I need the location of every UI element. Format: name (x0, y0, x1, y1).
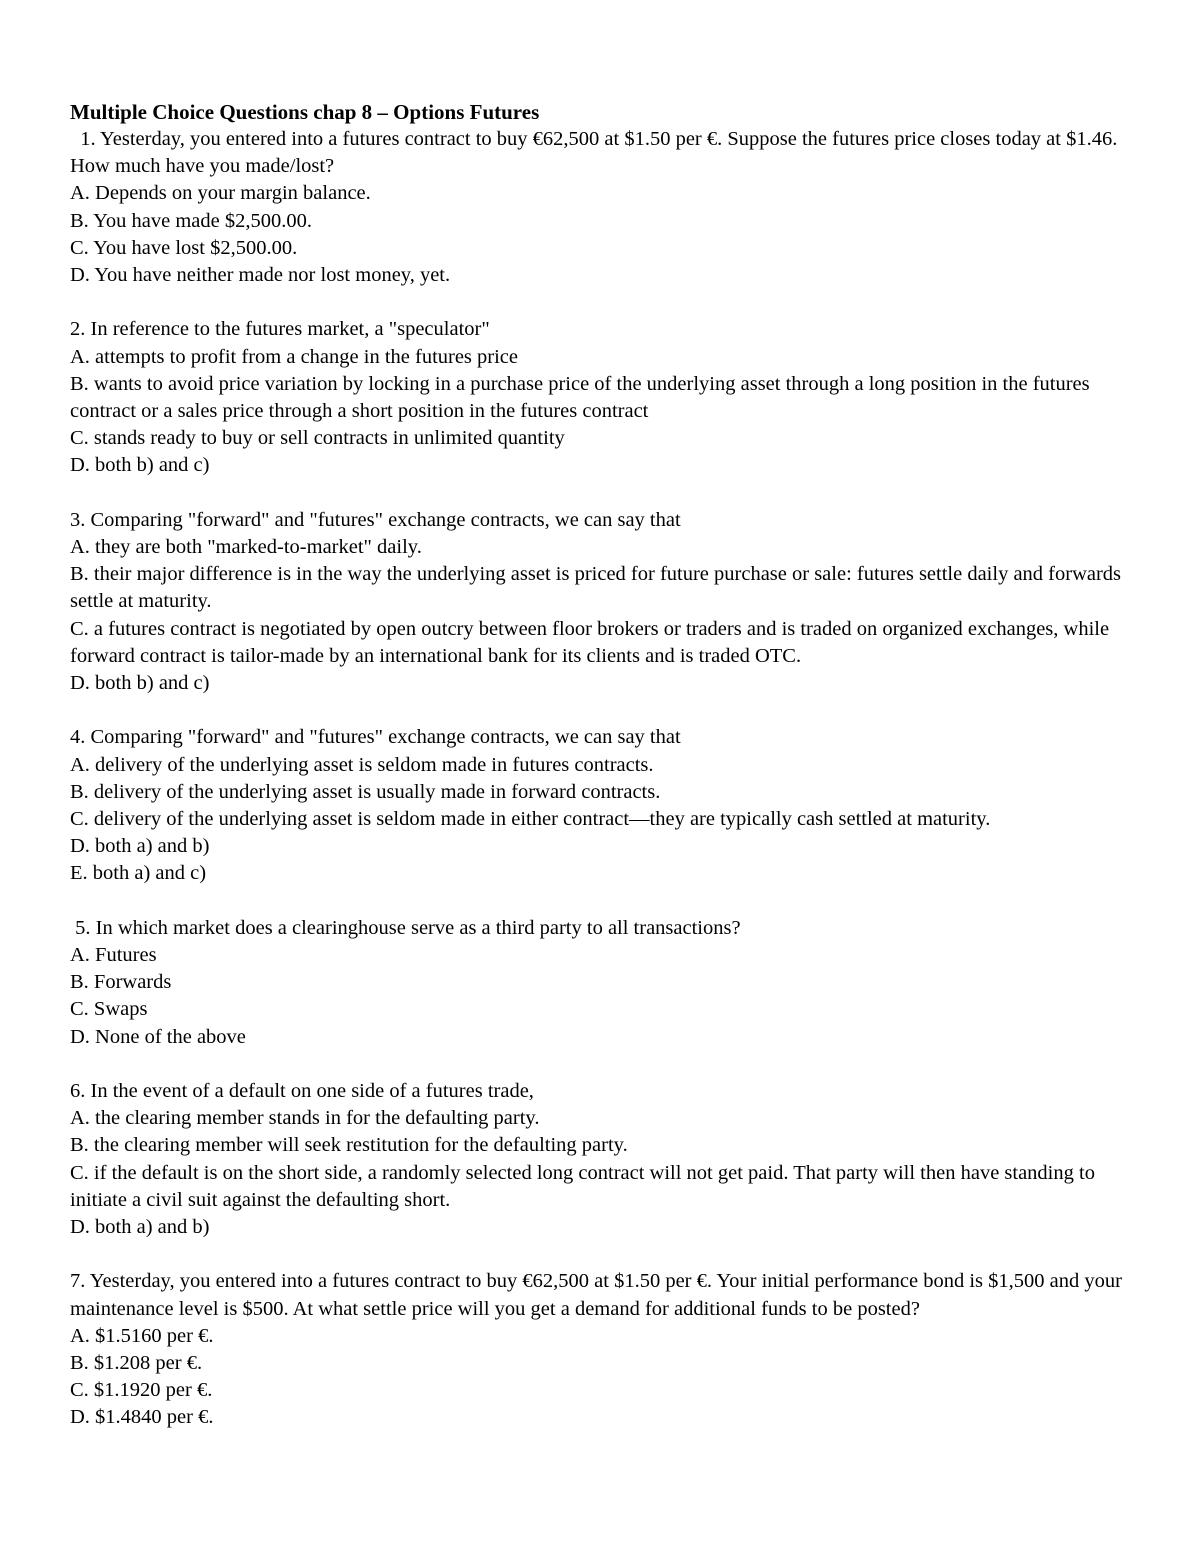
answer-option-a: A. delivery of the underlying asset is seldom made in futures contracts. (70, 753, 654, 776)
document-title: Multiple Choice Questions chap 8 – Options Futures (70, 100, 540, 124)
answer-option-c: C. $1.1920 per €. (70, 1379, 213, 1402)
answer-option-a: A. $1.5160 per €. (70, 1324, 214, 1347)
answer-option-d: D. both a) and b) (70, 835, 210, 858)
answer-option-b: B. wants to avoid price variation by locking in a purchase price of the underlying asset through a long position in the futures contract or a sales price through a short position in the futures contract (70, 372, 1090, 423)
answer-option-b: B. their major difference is in the way the underlying asset is priced for future purchase or sale: futures settle daily and forwards settle at maturity. (70, 563, 1122, 613)
answer-option-c: C. delivery of the underlying asset is seldom made in either contract—they are typically cash settled at maturity. (70, 808, 991, 831)
question-1 (70, 126, 1140, 289)
answer-option-b: B. delivery of the underlying asset is usually made in forward contracts. (70, 780, 661, 803)
question-4 (70, 724, 1140, 887)
question-text: 7. Yesterday, you entered into a futures contract to buy €62,500 at $1.50 per €. Your initial performance bond is $1,500 and your maintenance level is $500. At what settle price will you get a demand for additional funds to be posted? (70, 1270, 1122, 1320)
question-7 (70, 1268, 1140, 1431)
question-text: 4. Comparing "forward" and "futures" exchange contracts, we can say that (70, 726, 681, 749)
question-3 (70, 507, 1140, 697)
answer-option-c: C. Swaps (70, 998, 148, 1021)
document-page (70, 98, 1140, 1459)
question-5 (70, 915, 1140, 1051)
answer-option-a: A. they are both "marked-to-market" daily. (70, 536, 422, 559)
answer-option-b: B. You have made $2,500.00. (70, 209, 313, 232)
answer-option-e: E. both a) and c) (70, 862, 207, 885)
answer-option-a: A. Futures (70, 944, 157, 967)
answer-option-d: D. both b) and c) (70, 672, 210, 695)
answer-option-a: A. the clearing member stands in for the defaulting party. (70, 1107, 540, 1130)
answer-option-c: C. if the default is on the short side, a randomly selected long contract will not get paid. That party will then have standing to initiate a civil suit against the defaulting short. (70, 1161, 1095, 1211)
answer-option-d: D. both a) and b) (70, 1216, 210, 1239)
answer-option-c: C. stands ready to buy or sell contracts in unlimited quantity (70, 427, 565, 450)
answer-option-c: C. You have lost $2,500.00. (70, 236, 298, 259)
question-text: 1. Yesterday, you entered into a futures contract to buy €62,500 at $1.50 per €. Suppose the futures price closes today at $1.46. How much have you made/lost? (70, 128, 1123, 178)
question-6 (70, 1078, 1140, 1241)
answer-option-a: A. Depends on your margin balance. (70, 182, 371, 205)
answer-option-d: D. You have neither made nor lost money, yet. (70, 264, 451, 287)
answer-option-d: D. None of the above (70, 1025, 246, 1048)
answer-option-b: B. $1.208 per €. (70, 1352, 203, 1375)
answer-option-c: C. a futures contract is negotiated by open outcry between floor brokers or traders and is traded on organized exchanges, while forward contract is tailor-made by an international bank for its clients and is traded OTC. (70, 617, 1110, 667)
question-text: 6. In the event of a default on one side of a futures trade, (70, 1080, 534, 1103)
answer-option-b: B. the clearing member will seek restitution for the defaulting party. (70, 1134, 628, 1157)
answer-option-d: D. $1.4840 per €. (70, 1406, 214, 1429)
answer-option-a: A. attempts to profit from a change in the futures price (70, 345, 519, 368)
answer-option-b: B. Forwards (70, 971, 172, 994)
question-text: 3. Comparing "forward" and "futures" exchange contracts, we can say that (70, 508, 681, 531)
answer-option-d: D. both b) and c) (70, 454, 210, 477)
question-text: 5. In which market does a clearinghouse serve as a third party to all transactions? (70, 916, 741, 939)
question-text: 2. In reference to the futures market, a "speculator" (70, 318, 490, 341)
question-2 (70, 316, 1140, 479)
